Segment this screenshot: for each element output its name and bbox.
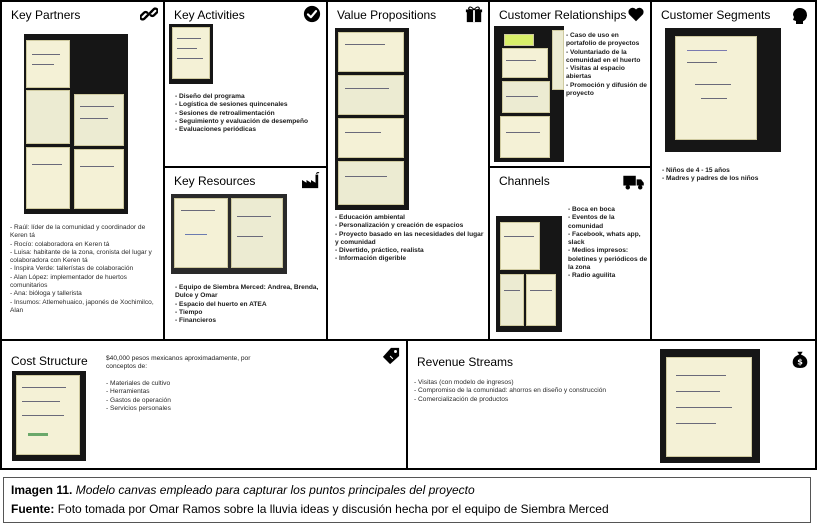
caption-source-text: Foto tomada por Omar Ramos sobre la lluvia ideas y discusión hecha por el equipo de Siembra Merced (57, 502, 609, 516)
money-bag-icon (791, 349, 809, 369)
checkmark-icon (303, 5, 321, 23)
list-item: - Proyecto basado en las necesidades del lugar y comunidad (335, 231, 487, 248)
key-activities-block (165, 2, 326, 166)
list-item: - Medios impresos: boletines y periódicos de la zona (568, 247, 650, 272)
key-resources-block (165, 168, 326, 339)
customer-relationships-photo (494, 26, 564, 162)
caption-source-label: Fuente: (11, 502, 55, 516)
channels-photo (496, 216, 562, 332)
cost-structure-photo (12, 371, 86, 461)
cost-structure-intro: $40,000 pesos mexicanos aproximadamente, por conceptos de: (106, 355, 251, 371)
customer-relationships-title: Customer Relationships (499, 8, 627, 22)
channels-block (490, 168, 650, 339)
revenue-streams-block (408, 341, 815, 468)
list-item: - Rocío: colaboradora en Keren tá (10, 241, 160, 249)
cost-structure-block (2, 341, 406, 468)
caption-title: Modelo canvas empleado para capturar los puntos principales del proyecto (75, 483, 475, 497)
key-partners-list (10, 224, 160, 315)
caption-label: Imagen 11. (11, 483, 73, 497)
list-item: - Información digerible (335, 255, 487, 263)
customer-segments-title: Customer Segments (661, 8, 771, 22)
list-item: - Promoción y difusión de proyecto (566, 82, 650, 99)
list-item: - Visitas (con modelo de ingresos) (414, 379, 654, 387)
revenue-streams-list (414, 379, 654, 404)
list-item: - Luisa: habitante de la zona, cronista del lugar y colaboradora con Keren tá (10, 249, 160, 266)
truck-icon (623, 174, 645, 190)
list-item: - Raúl: líder de la comunidad y coordinador de Keren tá (10, 224, 160, 241)
list-item: - Alan López: implementador de huertos comunitarios (10, 274, 160, 291)
list-item: - Seguimiento y evaluación de desempeño (175, 118, 323, 126)
list-item: - Ana: bióloga y tallerista (10, 290, 160, 298)
key-partners-photo (24, 34, 128, 214)
key-activities-photo (169, 24, 213, 84)
customer-segments-block (652, 2, 815, 339)
cost-structure-list (106, 380, 266, 413)
list-item: - Herramientas (106, 388, 266, 396)
customer-relationships-block (490, 2, 650, 166)
list-item: - Inspira Verde: tallerístas de colaboración (10, 265, 160, 273)
list-item: - Logística de sesiones quincenales (175, 101, 323, 109)
figure-caption (3, 477, 811, 523)
factory-icon (301, 171, 321, 189)
person-head-icon (790, 5, 810, 25)
list-item: - Boca en boca (568, 206, 650, 214)
list-item: - Madres y padres de los niños (662, 175, 812, 183)
list-item: - Gastos de operación (106, 397, 266, 405)
key-resources-title: Key Resources (174, 174, 256, 188)
list-item: - Niños de 4 - 15 años (662, 167, 812, 175)
list-item: - Comercialización de productos (414, 396, 654, 404)
customer-relationships-list (566, 32, 650, 98)
value-propositions-photo (335, 28, 409, 210)
key-activities-title: Key Activities (174, 8, 245, 22)
customer-segments-list (662, 167, 812, 184)
value-propositions-list (335, 214, 487, 264)
channels-list (568, 206, 650, 281)
caption-title-line (11, 481, 803, 500)
list-item: - Eventos de la comunidad (568, 214, 650, 231)
list-item: - Materiales de cultivo (106, 380, 266, 388)
key-resources-list (175, 284, 325, 325)
list-item: - Sesiones de retroalimentación (175, 110, 323, 118)
heart-icon (627, 5, 645, 23)
list-item: - Financieros (175, 317, 325, 325)
list-item: - Espacio del huerto en ATEA (175, 301, 325, 309)
svg-text:$: $ (797, 356, 803, 367)
price-tag-icon (382, 347, 400, 365)
list-item: - Equipo de Siembra Merced: Andrea, Brenda, Dulce y Omar (175, 284, 325, 301)
list-item: - Educación ambiental (335, 214, 487, 222)
channels-title: Channels (499, 174, 550, 188)
customer-segments-photo (665, 28, 781, 152)
list-item: - Visitas al espacio abiertas (566, 65, 650, 82)
cost-structure-title: Cost Structure (11, 354, 88, 368)
list-item: - Voluntariado de la comunidad en el huerto (566, 49, 650, 66)
key-partners-title: Key Partners (11, 8, 81, 22)
list-item: - Servicios personales (106, 405, 266, 413)
value-propositions-block (328, 2, 488, 339)
gift-icon (465, 5, 483, 23)
list-item: - Diseño del programa (175, 93, 323, 101)
key-resources-photo (171, 194, 287, 274)
list-item: - Tiempo (175, 309, 325, 317)
list-item: - Compromiso de la comunidad: ahorros en diseño y construcción (414, 387, 654, 395)
list-item: - Evaluaciones periódicas (175, 126, 323, 134)
revenue-streams-title: Revenue Streams (417, 355, 514, 369)
caption-source-line (11, 500, 803, 519)
link-icon (140, 5, 158, 23)
list-item: - Insumos: Atlemehuaico, japonés de Xochimilco, Alan (10, 299, 160, 316)
list-item: - Facebook, whats app, slack (568, 231, 650, 248)
list-item: - Caso de uso en portafolio de proyectos (566, 32, 650, 49)
key-activities-list (175, 93, 323, 134)
list-item: - Radio aguilita (568, 272, 650, 280)
revenue-streams-photo (660, 349, 760, 463)
key-partners-block (2, 2, 163, 339)
list-item: - Divertido, práctico, realista (335, 247, 487, 255)
list-item: - Personalización y creación de espacios (335, 222, 487, 230)
value-propositions-title: Value Propositions (337, 8, 437, 22)
